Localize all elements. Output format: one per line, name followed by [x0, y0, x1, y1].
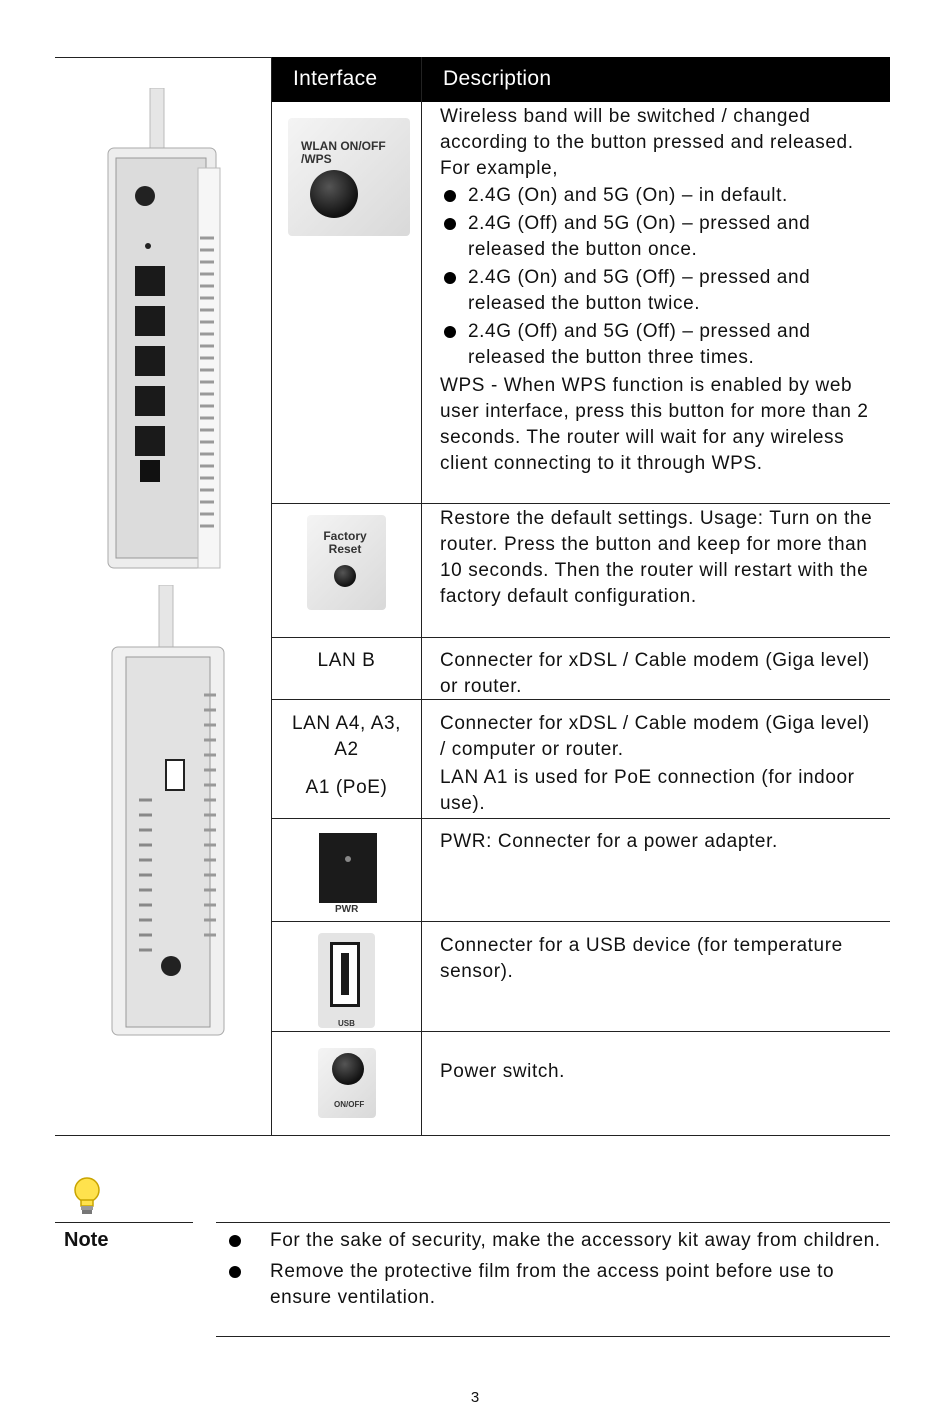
wlan-bullet-list: [440, 183, 885, 371]
usb-connector-icon: [330, 942, 360, 1007]
bullet-icon: [444, 190, 456, 202]
table-mid-divider: [421, 57, 422, 1136]
list-item: For the sake of security, make the accessory kit away from children.: [226, 1228, 886, 1254]
bullet-icon: [444, 272, 456, 284]
wlan-wps-label: WLAN ON/OFF /WPS: [301, 139, 386, 166]
note-label: Note: [64, 1229, 109, 1251]
bullet-icon: [229, 1235, 241, 1247]
list-item: 2.4G (Off) and 5G (On) – pressed and released the button once.: [440, 211, 885, 263]
row-wlan-description: [440, 104, 885, 477]
wlan-intro: Wireless band will be switched / changed according to the button pressed and released. For example,: [440, 106, 854, 179]
note-list: [226, 1228, 886, 1311]
note-label-rule: [55, 1222, 193, 1223]
router-back-panel-image: [98, 88, 248, 573]
row-usb-description: Connecter for a USB device (for temperature sensor).: [440, 935, 843, 982]
list-item: 2.4G (On) and 5G (On) – in default.: [440, 183, 885, 209]
router-side-panel-image: [104, 585, 234, 1040]
lan-a-interface: LAN A4, A3, A2: [291, 713, 402, 760]
pwr-label: PWR: [335, 904, 359, 915]
row-reset-description: Restore the default settings. Usage: Turn on the router. Press the button and keep for more than 10 seconds. Then the router will restart with the factory default configuration.: [440, 508, 873, 607]
row-lan-a-description: Connecter for xDSL / Cable modem (Giga level) / computer or router.: [440, 713, 870, 760]
power-port-dot-icon: [345, 856, 351, 862]
list-item: 2.4G (Off) and 5G (Off) – pressed and released the button three times.: [440, 319, 885, 371]
note-bottom-rule: [216, 1336, 890, 1337]
row-pwr-description: PWR: Connecter for a power adapter.: [440, 831, 778, 852]
list-item: 2.4G (On) and 5G (Off) – pressed and released the button twice.: [440, 265, 885, 317]
power-switch-label: ON/OFF: [334, 1100, 365, 1109]
power-switch-button-icon: [332, 1053, 364, 1085]
lan-b-interface: LAN B: [317, 650, 376, 671]
factory-reset-label: Factory Reset: [323, 529, 367, 556]
header-interface: Interface: [293, 67, 378, 90]
bullet-icon: [444, 218, 456, 230]
row-rule: [271, 503, 890, 504]
bullet-icon: [444, 326, 456, 338]
lan-a1-poe-interface: A1 (PoE): [305, 777, 388, 798]
row-rule: [271, 921, 890, 922]
list-item: Remove the protective film from the access point before use to ensure ventilation.: [226, 1259, 886, 1311]
bullet-icon: [229, 1266, 241, 1278]
note-top-rule: [216, 1222, 890, 1223]
row-rule: [271, 818, 890, 819]
table-left-divider: [271, 57, 272, 1136]
usb-label: USB: [338, 1019, 355, 1028]
power-port-image: [319, 833, 377, 903]
table-bottom-rule: [55, 1135, 890, 1136]
row-rule: [271, 637, 890, 638]
wps-description: WPS - When WPS function is enabled by web user interface, press this button for more than 2 seconds. The router will wait for any wireless client connecting to it through WPS.: [440, 375, 869, 474]
row-rule: [271, 1031, 890, 1032]
header-description: Description: [443, 67, 552, 90]
page-number: 3: [470, 1389, 480, 1406]
row-power-switch-description: Power switch.: [440, 1061, 566, 1082]
row-lan-a1-description: LAN A1 is used for PoE connection (for indoor use).: [440, 767, 855, 814]
factory-reset-button-icon: [334, 565, 356, 587]
wlan-wps-button-icon: [310, 170, 358, 218]
row-lan-b-description: Connecter for xDSL / Cable modem (Giga level) or router.: [440, 650, 870, 697]
usb-tongue: [341, 953, 349, 995]
lightbulb-icon: [70, 1176, 104, 1218]
